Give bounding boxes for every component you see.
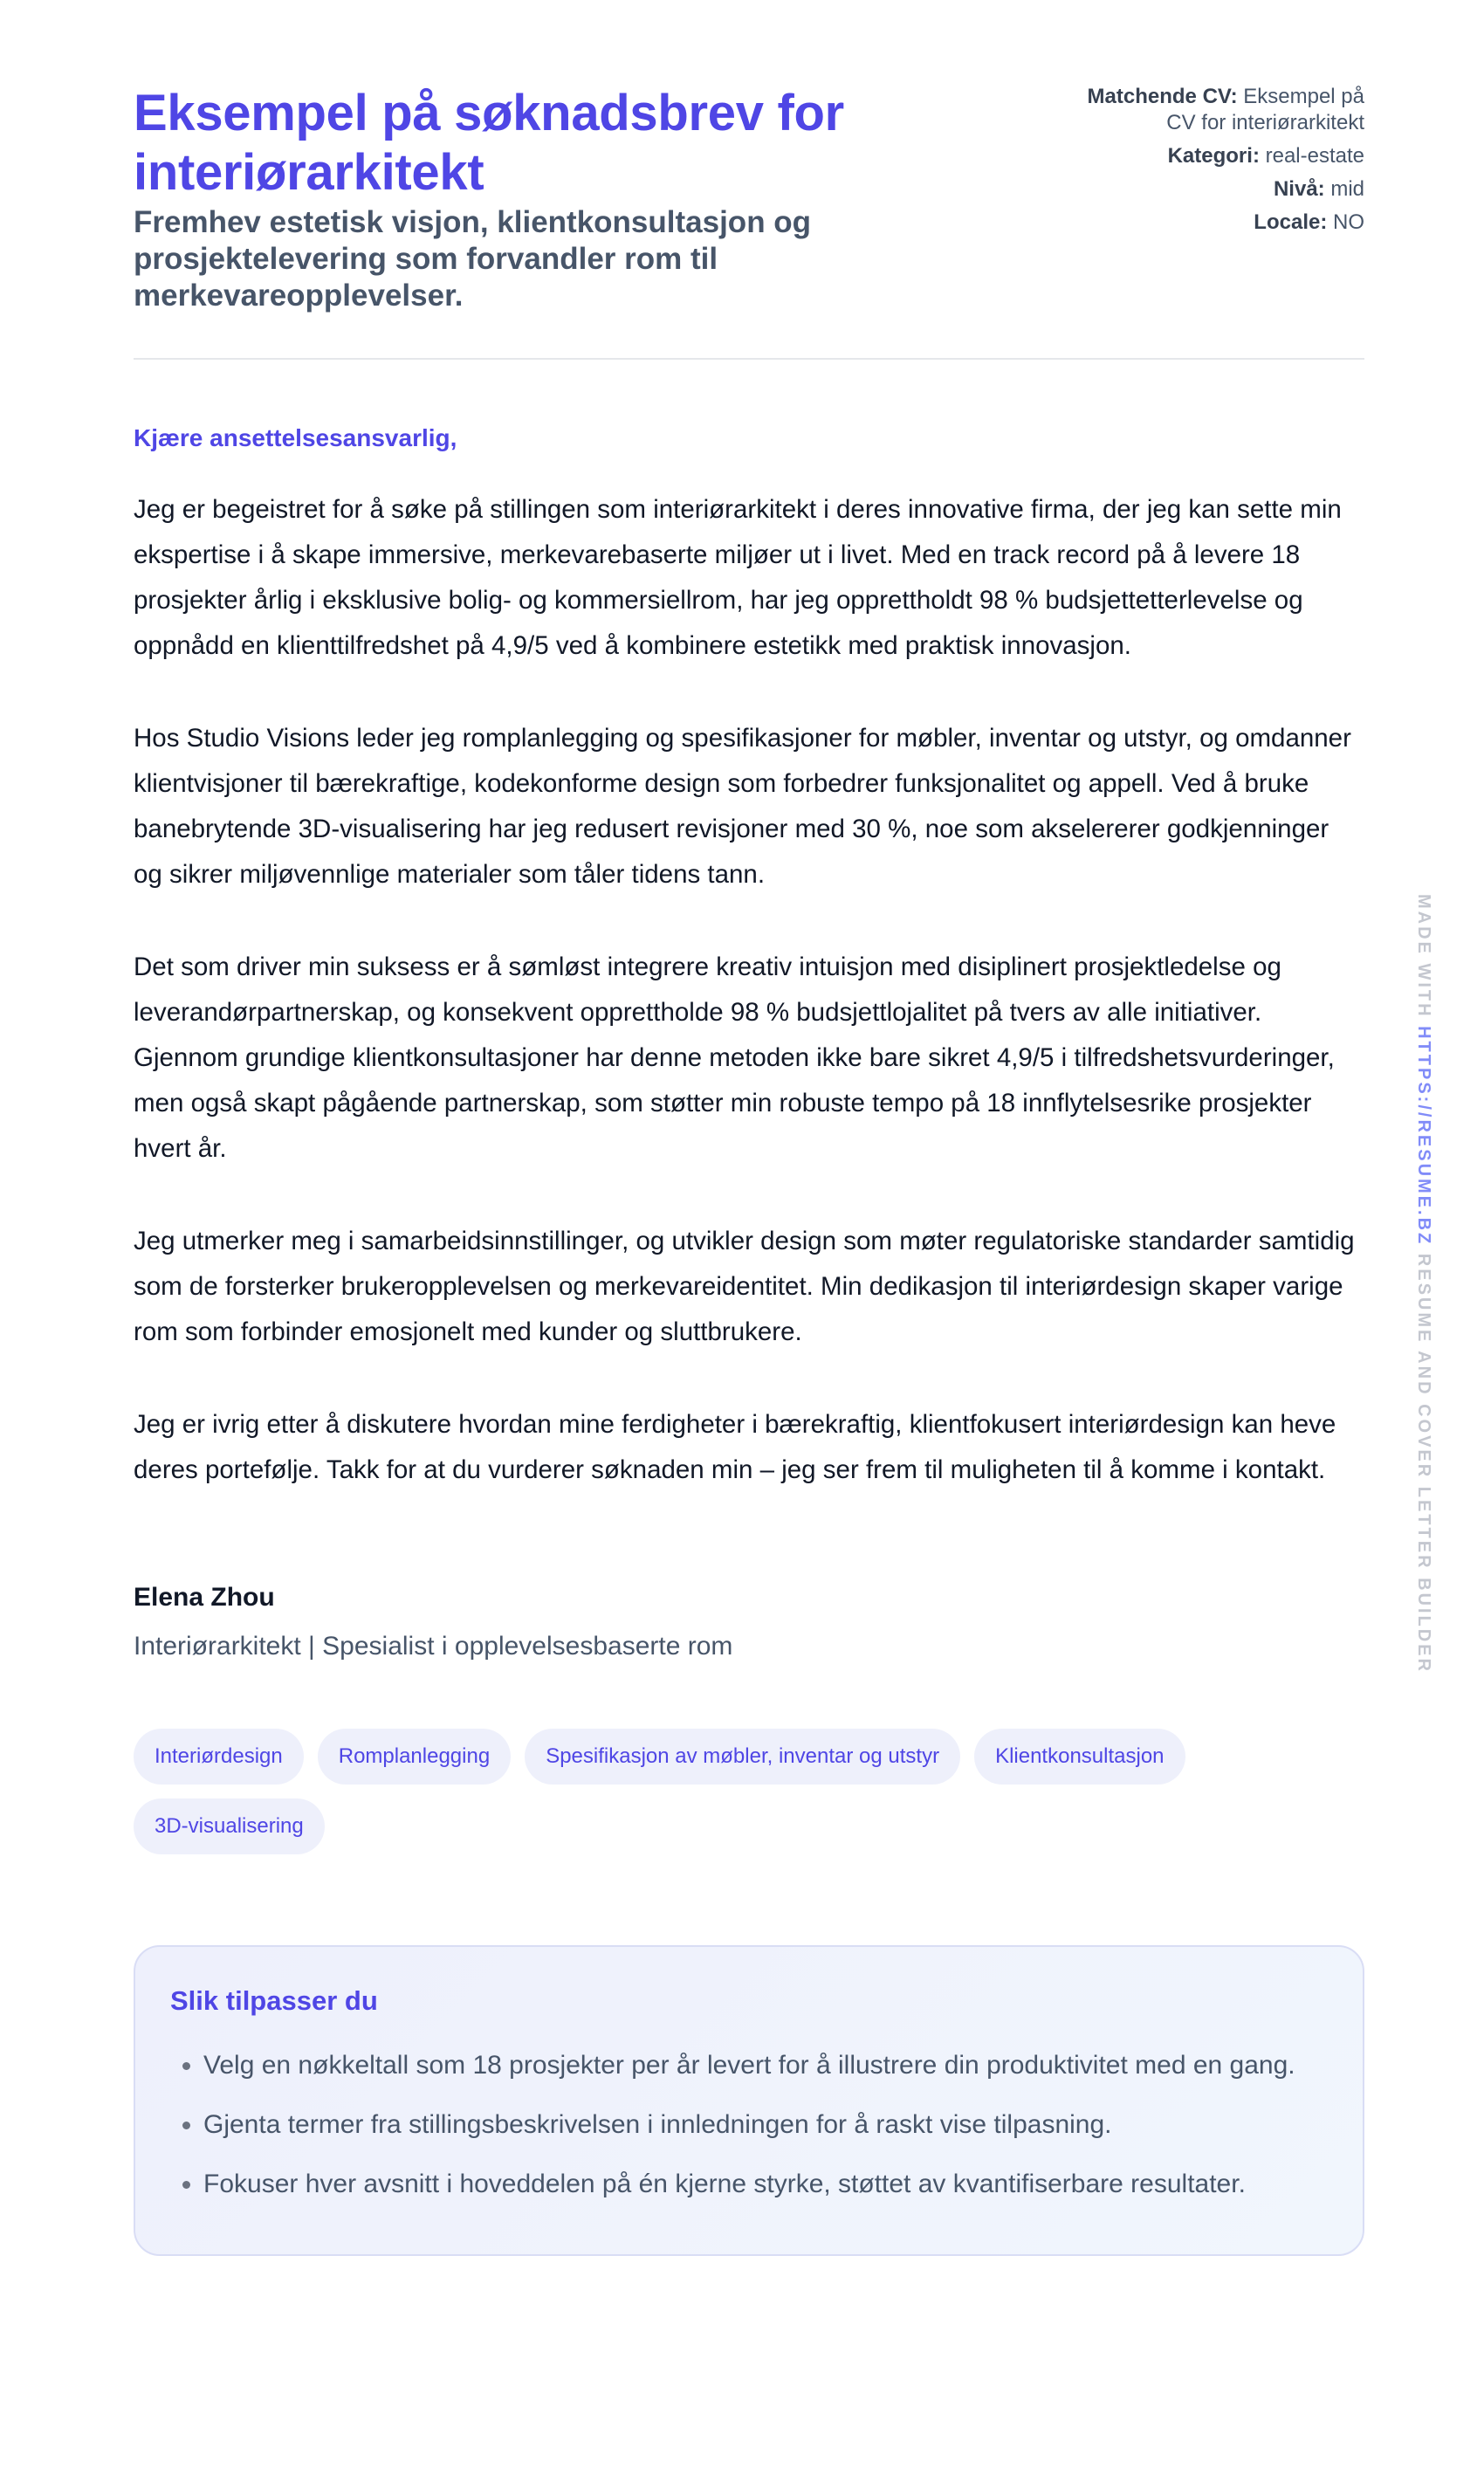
meta-level-label: Nivå: [1273,177,1325,201]
letter-paragraph: Jeg utmerker meg i samarbeidsinnstillinger, og utvikler design som møter regulatoriske standarder samtidig som de forsterker brukeropplevelsen og merkevareidentitet. Min dedikasjon til interiørdesign skaper varige rom som forbinder emosjonelt med kunder og sluttbrukere. [134,1227,1355,1346]
meta-cv-value: Eksempel på CV for interiørarkitekt [1166,85,1364,134]
signature-title: Interiørarkitekt | Spesialist i opplevelsesbaserte rom [134,1632,733,1661]
skill-tag: Romplanlegging [318,1729,511,1785]
resume-bz-link[interactable]: HTTPS://RESUME.BZ [1414,1026,1433,1247]
meta-locale [1068,210,1364,236]
letter-paragraph: Det som driver min suksess er å sømløst integrere kreativ intuisjon med disiplinert prosjektledelse og leverandørpartnerskap, og konsekvent opprettholde 98 % budsjettlojalitet på tvers av alle initiativer. Gjennom grundige klientkonsultasjoner har denne metoden ikke bare sikret 4,9/5 i tilfredshetsvurderinger, men også skapt pågående partnerskap, som støtter min robuste tempo på 18 innflytelsesrike prosjekter hvert år. [134,953,1335,1163]
tips-title: Slik tilpasser du [170,1985,378,2016]
meta-locale-label: Locale: [1254,210,1328,234]
skill-tags [134,1729,1364,1854]
tip-item: • Fokuser hver avsnitt i hoveddelen på én kjerne styrke, støttet av kvantifiserbare resultater. [203,2162,1328,2207]
skill-tag: Spesifikasjon av møbler, inventar og utstyr [525,1729,960,1785]
letter-paragraph: Hos Studio Visions leder jeg romplanlegging og spesifikasjoner for møbler, inventar og utstyr, og omdanner klientvisjoner til bærekraftige, kodekonforme design som forbedrer funksjonalitet og appell. Ved å bruke banebrytende 3D-visualisering har jeg redusert revisjoner med 30 %, noe som akselererer godkjenninger og sikrer miljøvennlige materialer som tåler tidens tann. [134,724,1351,889]
document-header [134,84,1364,360]
meta-category [1068,143,1364,169]
meta-level-value: mid [1330,177,1364,201]
letter-paragraph: Jeg er ivrig etter å diskutere hvordan mine ferdigheter i bærekraftig, klientfokusert interiørdesign kan heve deres portefølje. Takk for at du vurderer søknaden min – jeg ser frem til muligheten til å komme i kontakt. [134,1410,1336,1484]
watermark-suffix: RESUME AND COVER LETTER BUILDER [1414,1253,1433,1674]
tips-box [134,1945,1364,2256]
meta-category-value: real-estate [1265,144,1364,168]
tip-item: • Gjenta termer fra stillingsbeskrivelsen i innledningen for å raskt vise tilpasning. [203,2102,1328,2148]
meta-locale-value: NO [1333,210,1364,234]
letter-salutation: Kjære ansettelsesansvarlig, [134,424,457,451]
meta-category-label: Kategori: [1167,144,1260,168]
skill-tag: 3D-visualisering [134,1798,325,1854]
meta-matching-cv [1068,84,1364,136]
tips-list [170,2043,1328,2207]
watermark-prefix: MADE WITH [1414,894,1433,1019]
meta-panel [1068,84,1364,243]
letter-paragraph: Jeg er begeistret for å søke på stillingen som interiørarkitekt i deres innovative firma, der jeg kan sette min ekspertise i å skape immersive, merkevarebaserte miljøer ut i livet. Med en track record på å levere 18 prosjekter årlig i eksklusive bolig- og kommersiellrom, har jeg opprettholdt 98 % budsjettetterlevelse og oppnådd en klienttilfredshet på 4,9/5 ved å kombinere estetikk med praktisk innovasjon. [134,495,1342,660]
skill-tag: Klientkonsultasjon [974,1729,1185,1785]
cover-letter-page [134,84,1364,2256]
letter-body [134,487,1364,1493]
signature-name: Elena Zhou [134,1583,275,1612]
page-subtitle: Fremhev estetisk visjon, klientkonsultasjon og prosjektelevering som forvandler rom til merkevareopplevelser. [134,205,812,313]
page-title: Eksempel på søknadsbrev for interiørarkitekt [134,85,844,201]
meta-level [1068,176,1364,203]
skill-tag: Interiørdesign [134,1729,304,1785]
made-with-watermark [1413,894,1433,1674]
tip-item: • Velg en nøkkeltall som 18 prosjekter per år levert for å illustrere din produktivitet med en gang. [203,2043,1328,2088]
meta-cv-label: Matchende CV: [1087,85,1238,108]
